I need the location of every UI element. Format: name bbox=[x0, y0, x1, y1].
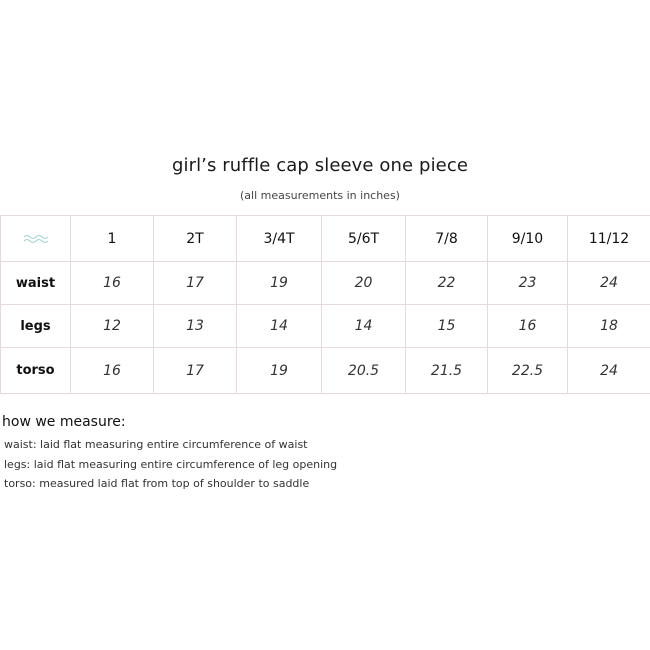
table-cell: 19 bbox=[237, 262, 322, 305]
size-header: 7/8 bbox=[406, 216, 488, 262]
how-we-measure-list bbox=[4, 435, 337, 494]
table-cell: 20.5 bbox=[322, 348, 406, 394]
table-cell: 23 bbox=[488, 262, 568, 305]
table-row-torso bbox=[1, 348, 650, 394]
page-title: girl’s ruffle cap sleeve one piece bbox=[171, 155, 469, 176]
size-header: 3/4T bbox=[237, 216, 322, 262]
table-cell: 20 bbox=[322, 262, 406, 305]
table-cell: 15 bbox=[406, 305, 488, 348]
table-cell: 22 bbox=[406, 262, 488, 305]
table-row-legs bbox=[1, 305, 650, 348]
row-label: legs bbox=[1, 305, 71, 348]
size-header: 1 bbox=[71, 216, 154, 262]
size-header: 5/6T bbox=[322, 216, 406, 262]
table-cell: 13 bbox=[154, 305, 237, 348]
table-cell: 16 bbox=[71, 348, 154, 394]
table-cell: 14 bbox=[237, 305, 322, 348]
table-cell: 12 bbox=[71, 305, 154, 348]
size-chart-table bbox=[0, 215, 650, 394]
table-cell: 14 bbox=[322, 305, 406, 348]
wave-icon bbox=[23, 234, 49, 244]
corner-cell bbox=[1, 216, 71, 262]
size-header: 9/10 bbox=[488, 216, 568, 262]
table-cell: 24 bbox=[568, 262, 650, 305]
table-cell: 17 bbox=[154, 262, 237, 305]
table-cell: 19 bbox=[237, 348, 322, 394]
table-cell: 16 bbox=[71, 262, 154, 305]
header-row bbox=[1, 216, 650, 262]
how-we-measure-heading: how we measure: bbox=[2, 414, 126, 430]
size-header: 11/12 bbox=[568, 216, 650, 262]
size-header: 2T bbox=[154, 216, 237, 262]
table-cell: 18 bbox=[568, 305, 650, 348]
table-cell: 24 bbox=[568, 348, 650, 394]
table-row-waist bbox=[1, 262, 650, 305]
table-cell: 22.5 bbox=[488, 348, 568, 394]
row-label: waist bbox=[1, 262, 71, 305]
measure-note-legs: legs: laid flat measuring entire circumference of leg opening bbox=[4, 457, 338, 471]
table-cell: 16 bbox=[488, 305, 568, 348]
measure-note-waist: waist: laid flat measuring entire circumference of waist bbox=[4, 438, 308, 451]
measure-note-torso: torso: measured laid flat from top of shoulder to saddle bbox=[4, 477, 310, 490]
table-cell: 17 bbox=[154, 348, 237, 394]
row-label: torso bbox=[1, 348, 71, 394]
table-cell: 21.5 bbox=[406, 348, 488, 394]
page-subtitle: (all measurements in inches) bbox=[240, 189, 400, 202]
